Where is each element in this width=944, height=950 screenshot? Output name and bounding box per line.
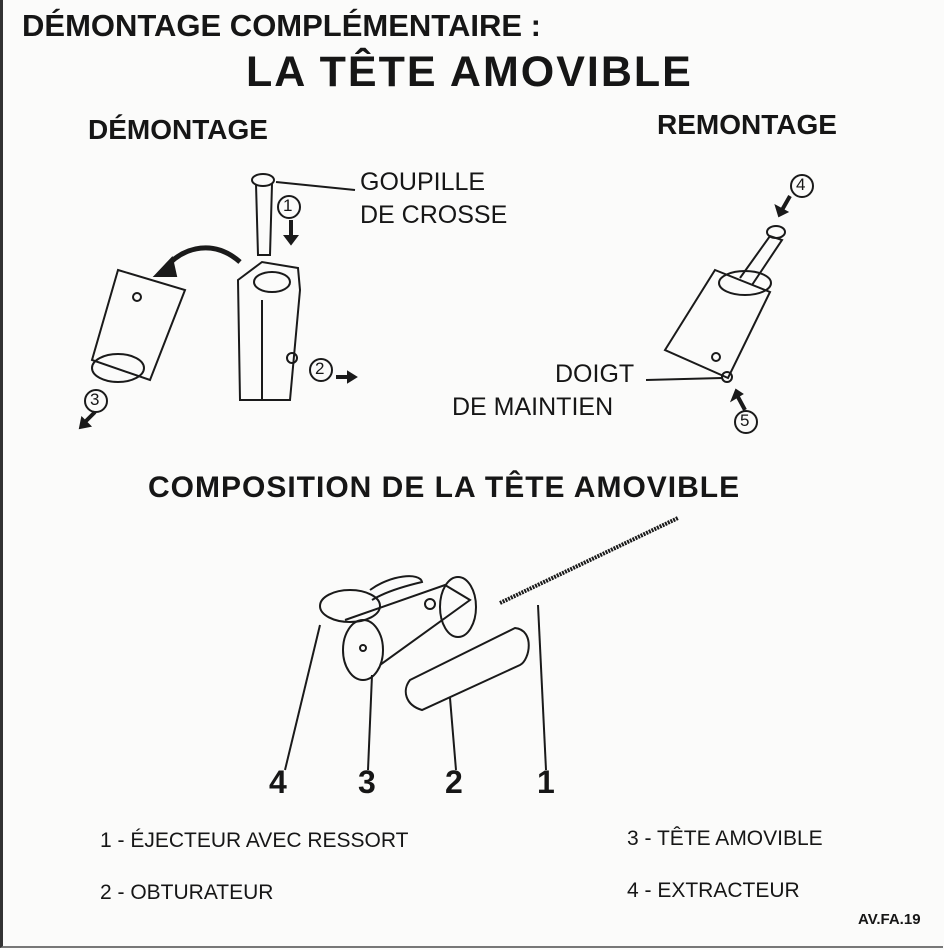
step-3-badge: 3 <box>90 390 100 409</box>
remontage-drawing <box>646 226 785 382</box>
step-5-badge: 5 <box>740 411 750 430</box>
legend-item-2: 2 - OBTURATEUR <box>100 881 274 904</box>
callout-1: 1 <box>537 764 555 800</box>
demontage-heading: DÉMONTAGE <box>88 114 268 145</box>
goupille-label-1: GOUPILLE <box>360 168 486 196</box>
removed-head-drawing <box>92 270 185 382</box>
step-2-badge: 2 <box>315 359 325 378</box>
doigt-label-2: DE MAINTIEN <box>452 393 614 421</box>
composition-drawing <box>285 518 678 770</box>
main-title: DÉMONTAGE COMPLÉMENTAIRE : <box>22 8 541 43</box>
composition-heading: COMPOSITION DE LA TÊTE AMOVIBLE <box>148 471 741 504</box>
legend-item-1: 1 - ÉJECTEUR AVEC RESSORT <box>100 829 409 852</box>
goupille-label-2: DE CROSSE <box>360 201 508 229</box>
step-4-badge: 4 <box>796 175 806 194</box>
reference-code: AV.FA.19 <box>858 911 921 928</box>
callout-2: 2 <box>445 764 463 800</box>
doigt-label-1: DOIGT <box>555 360 635 388</box>
rotate-arrow <box>165 248 240 268</box>
callout-4: 4 <box>269 764 287 800</box>
step-1-badge: 1 <box>283 196 293 215</box>
remontage-heading: REMONTAGE <box>657 109 837 140</box>
receiver-drawing <box>238 262 300 400</box>
goupille-pin-drawing <box>252 174 355 255</box>
legend-item-4: 4 - EXTRACTEUR <box>627 879 800 902</box>
legend-item-3: 3 - TÊTE AMOVIBLE <box>627 827 823 850</box>
subtitle: LA TÊTE AMOVIBLE <box>246 48 693 96</box>
callout-3: 3 <box>358 764 376 800</box>
